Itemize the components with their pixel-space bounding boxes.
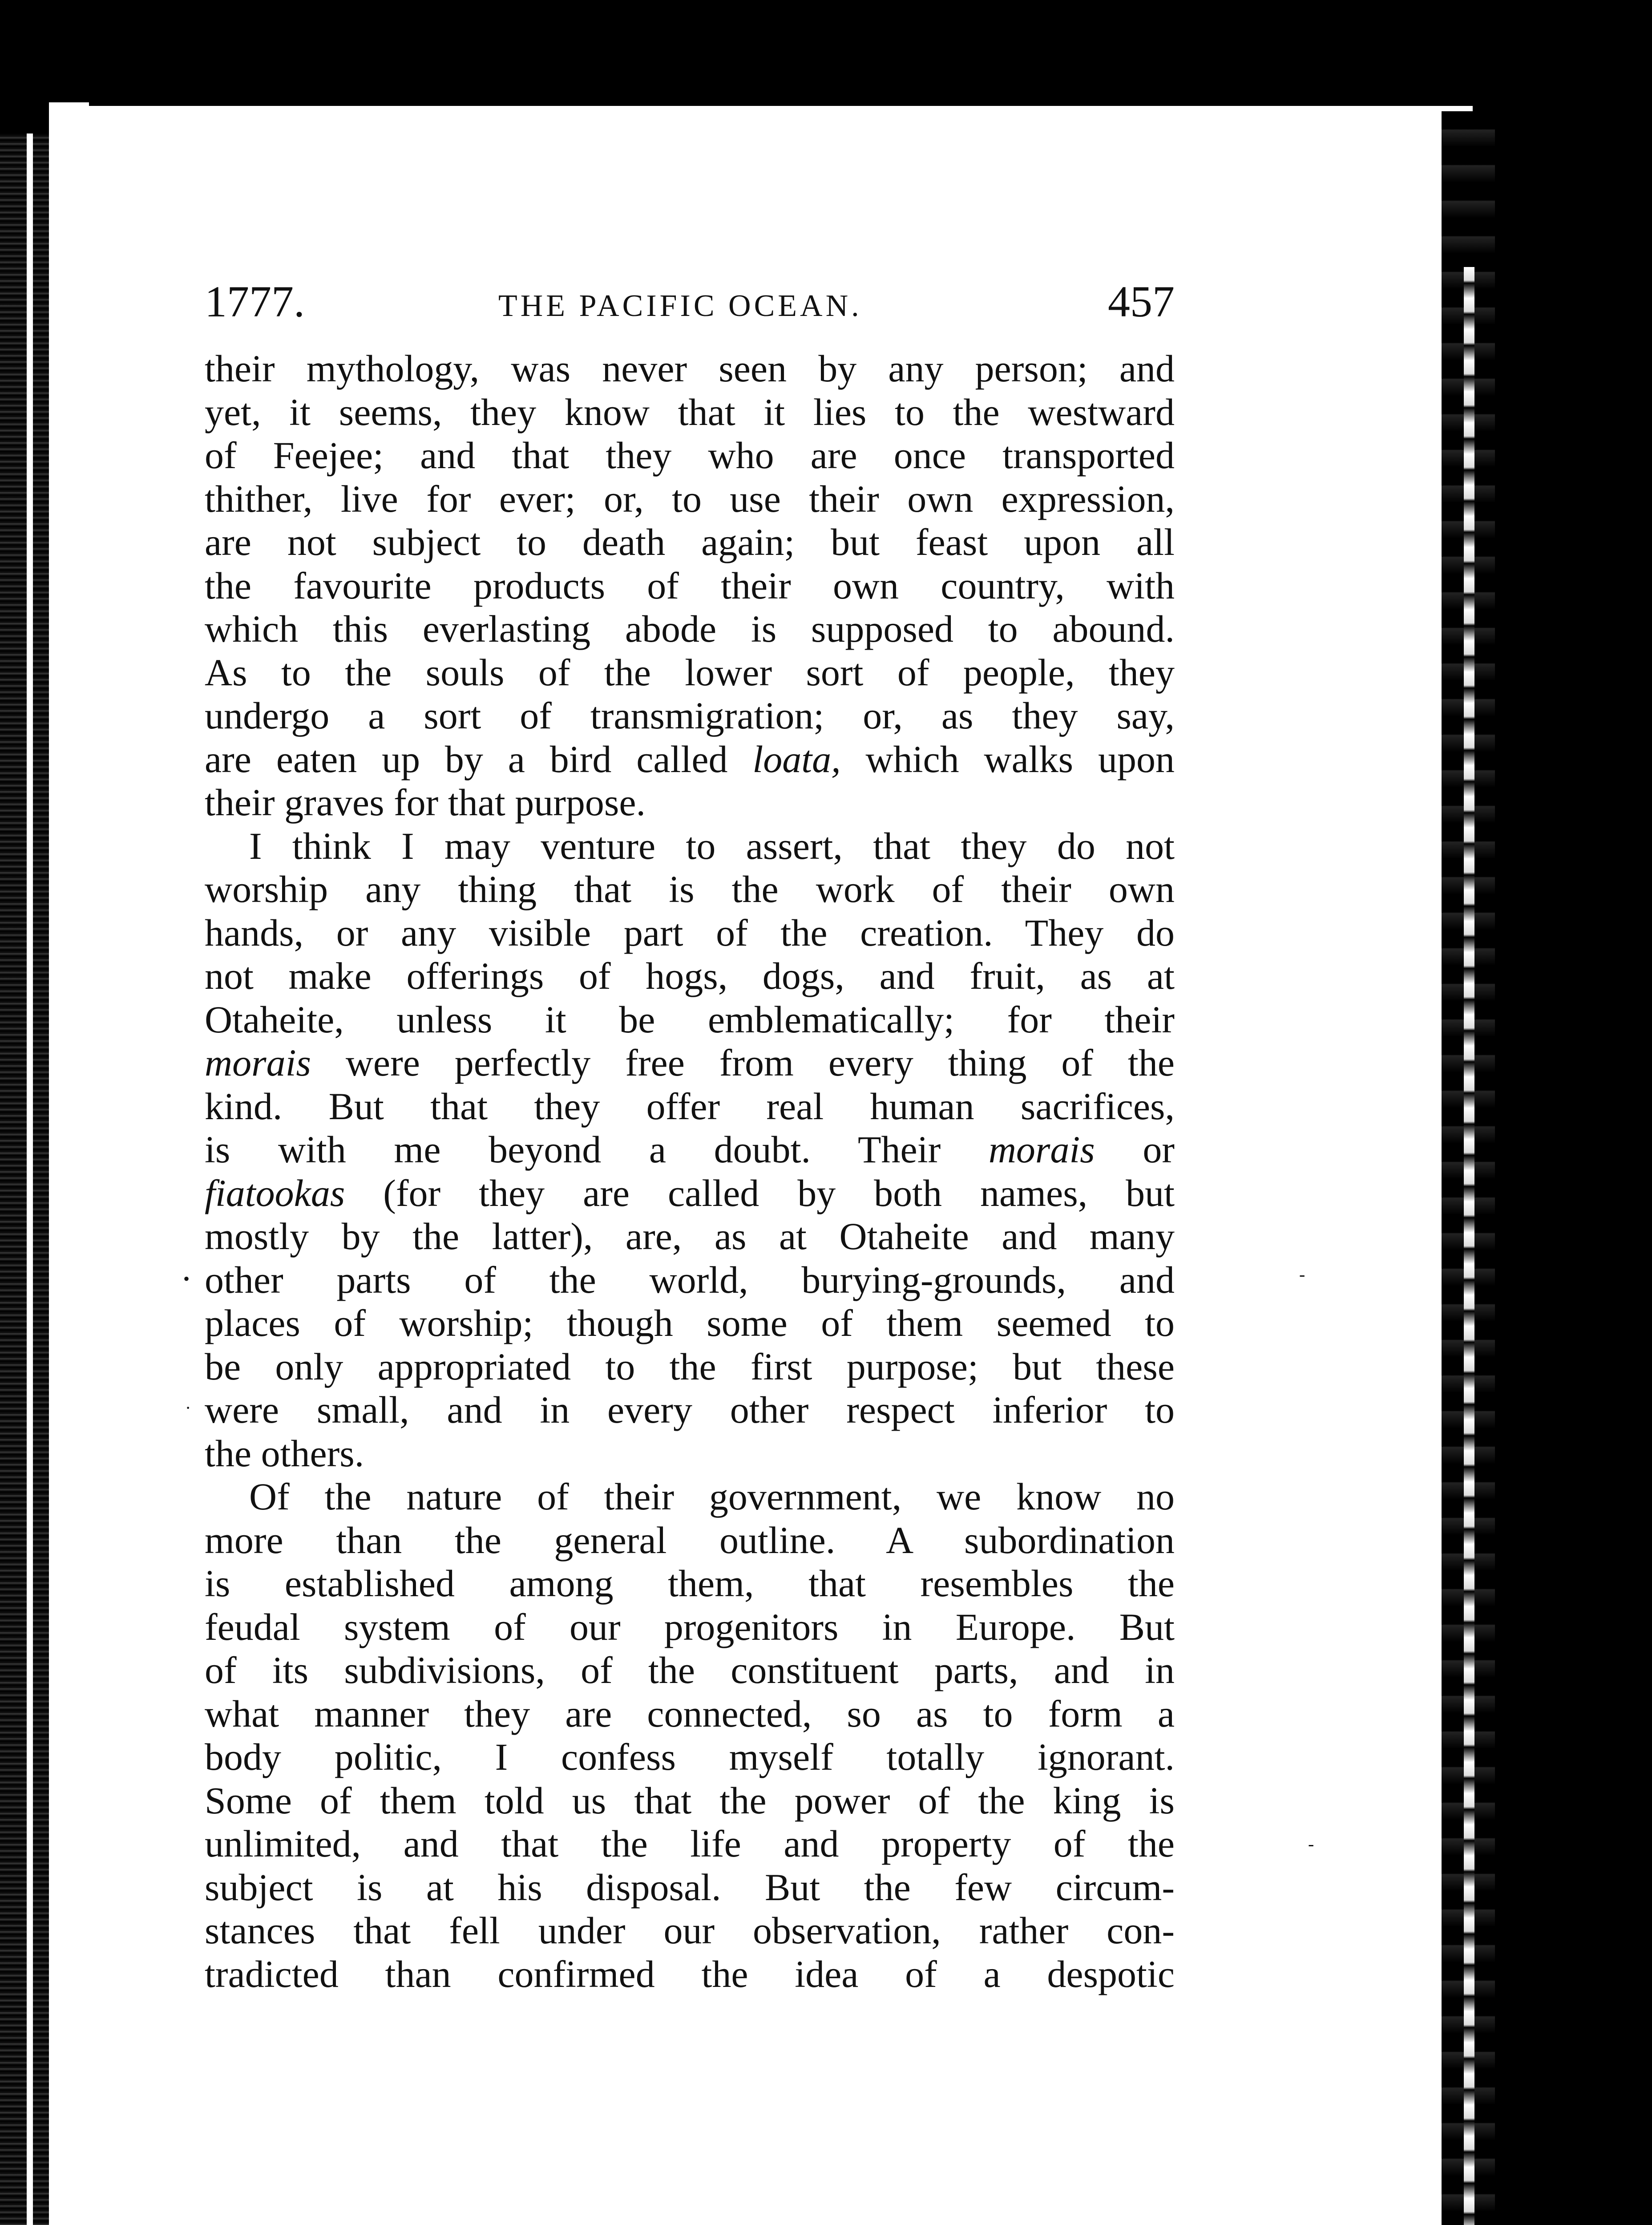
text-line: Of the nature of their government, we know no (249, 1475, 1175, 1518)
text-line: places of worship; though some of them seemed to (205, 1302, 1175, 1344)
text-line: As to the souls of the lower sort of people, they (205, 651, 1175, 694)
text-line: yet, it seems, they know that it lies to the westward (205, 390, 1175, 433)
text-line: feudal system of our progenitors in Europe. But (205, 1605, 1175, 1648)
margin-speck: - (1299, 1264, 1305, 1284)
margin-speck: · (185, 1398, 191, 1418)
text-line: Some of them told us that the power of the king is (205, 1779, 1175, 1822)
page-edge-line (27, 134, 33, 2225)
text-line: is with me beyond a doubt. Their morais or (205, 1128, 1175, 1171)
page-number: 457 (1108, 277, 1175, 326)
text-line: unlimited, and that the life and property of the (205, 1822, 1175, 1865)
italic-term: loata, (752, 737, 841, 781)
text-line: morais were perfectly free from every thing of the (205, 1041, 1175, 1084)
italic-term: fiatookas (205, 1171, 345, 1214)
italic-term: morais (988, 1128, 1095, 1171)
top-border-rule (89, 101, 1486, 106)
text-line: worship any thing that is the work of their own (205, 868, 1175, 910)
text-line: of Feejee; and that they who are once transported (205, 434, 1175, 477)
text-line: the others. (205, 1432, 364, 1475)
text-line: body politic, I confess myself totally ignorant. (205, 1736, 1175, 1778)
text-line: are eaten up by a bird called loata, which walks upon (205, 737, 1175, 781)
running-title: THE PACIFIC OCEAN. (498, 289, 862, 323)
text-line: is established among them, that resembles the (205, 1562, 1175, 1605)
body-text (205, 347, 1175, 1996)
text-line: kind. But that they offer real human sacrifices, (205, 1084, 1175, 1128)
text-line: I think I may venture to assert, that they do not (249, 824, 1175, 867)
text-line: Otaheite, unless it be emblematically; for their (205, 998, 1175, 1041)
text-line: tradicted than confirmed the idea of a despotic (205, 1952, 1175, 1995)
text-line: fiatookas (for they are called by both names, but (205, 1171, 1175, 1214)
text-line: mostly by the latter), are, as at Otaheite and many (205, 1215, 1175, 1258)
margin-speck: • (183, 1269, 190, 1289)
text-line: stances that fell under our observation, rather con- (205, 1909, 1175, 1952)
text-line: thither, live for ever; or, to use their own expression, (205, 477, 1175, 520)
text-line: their graves for that purpose. (205, 781, 646, 824)
page-stack-edge-strip (1464, 267, 1474, 2225)
text-line: which this everlasting abode is supposed to abound. (205, 607, 1175, 650)
margin-speck: - (1308, 1834, 1314, 1854)
text-line: hands, or any visible part of the creation. They do (205, 911, 1175, 954)
text-line: be only appropriated to the first purpose; but these (205, 1345, 1175, 1388)
text-line: what manner they are connected, so as to form a (205, 1692, 1175, 1735)
text-line: were small, and in every other respect inferior to (205, 1388, 1175, 1431)
text-line: more than the general outline. A subordination (205, 1518, 1175, 1562)
text-line: the favourite products of their own country, with (205, 564, 1175, 607)
text-line: are not subject to death again; but feast upon all (205, 521, 1175, 563)
text-line: their mythology, was never seen by any person; and (205, 347, 1175, 390)
text-line: other parts of the world, burying-grounds, and (205, 1258, 1175, 1301)
text-line: of its subdivisions, of the constituent parts, and in (205, 1649, 1175, 1691)
header-year: 1777. (205, 277, 305, 326)
text-line: not make offerings of hogs, dogs, and fruit, as at (205, 955, 1175, 997)
running-header (205, 276, 1175, 334)
italic-term: morais (205, 1041, 311, 1084)
text-line: undergo a sort of transmigration; or, as they say, (205, 694, 1175, 737)
text-line: subject is at his disposal. But the few circum- (205, 1865, 1175, 1909)
